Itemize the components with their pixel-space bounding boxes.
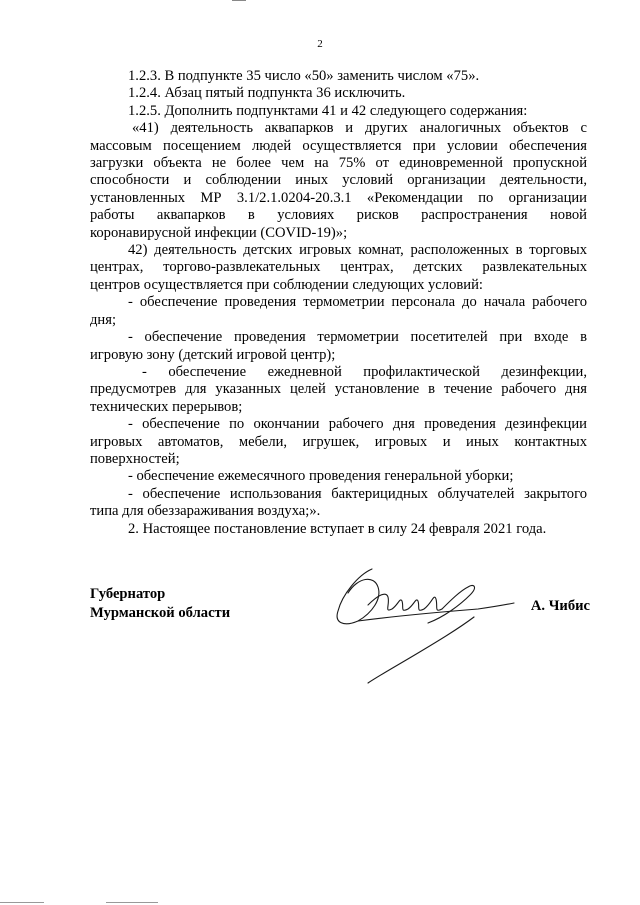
text-line: игровых автоматов, мебели, игрушек, игровых и иных контактных [90, 433, 587, 450]
text-line: загрузки объекта не более чем на 75% от единовременной пропускной [90, 155, 587, 172]
text-line: центров осуществляется при соблюдении следующих условий: [90, 276, 483, 293]
text-line: - обеспечение по окончании рабочего дня проведения дезинфекции [128, 416, 587, 433]
signatory-title [90, 585, 230, 623]
handwritten-signature [328, 565, 518, 695]
text-line: - обеспечение ежедневной профилактической дезинфекции, [142, 363, 587, 380]
text-line: - обеспечение проведения термометрии персонала до начала рабочего [128, 294, 587, 311]
text-line: технических перерывов; [90, 398, 243, 415]
text-line: типа для обеззараживания воздуха;». [90, 503, 321, 520]
text-line: дня; [90, 311, 117, 328]
text-line: 1.2.5. Дополнить подпунктами 41 и 42 следующего содержания: [128, 102, 528, 119]
text-line: 1.2.3. В подпункте 35 число «50» заменить числом «75». [128, 68, 480, 84]
text-line: 1.2.4. Абзац пятый подпункта 36 исключить. [128, 85, 406, 102]
signatory-title-line: Мурманской области [90, 605, 231, 621]
text-line: установленных МР 3.1/2.1.0204-20.3.1 «Рекомендации по организации [90, 189, 587, 206]
text-line: - обеспечение проведения термометрии посетителей при входе в [128, 329, 587, 346]
signatory-name: А. Чибис [530, 598, 590, 614]
text-line: 2. Настоящее постановление вступает в силу 24 февраля 2021 года. [128, 520, 547, 537]
page-number: 2 [317, 38, 323, 50]
text-line: «41) деятельность аквапарков и других аналогичных объектов с [132, 120, 587, 137]
scan-mark-bottom [106, 902, 158, 903]
text-line: центрах, торгово-развлекательных центрах, детских развлекательных [90, 259, 587, 276]
text-line: 42) деятельность детских игровых комнат, расположенных в торговых [128, 242, 587, 259]
text-line: предусмотрев для указанных целей установление в течение рабочего дня [90, 381, 587, 398]
document-body [90, 68, 587, 538]
text-line: поверхностей; [90, 450, 180, 467]
text-line: - обеспечение использования бактерицидных облучателей закрытого [128, 485, 587, 502]
text-line: массовым посещением людей осуществляется при условии обеспечения [90, 137, 587, 154]
text-line: - обеспечение ежемесячного проведения генеральной уборки; [128, 468, 514, 485]
scan-mark-bottom [0, 902, 44, 903]
text-line: способности и соблюдении иных условий организации деятельности, [90, 172, 587, 189]
text-line: игровую зону (детский игровой центр); [90, 346, 336, 363]
text-line: работы аквапарков в условиях рисков распространения новой [90, 207, 587, 224]
signatory-title-line: Губернатор [90, 586, 166, 602]
scan-mark-top [232, 0, 246, 1]
text-line: коронавирусной инфекции (COVID-19)»; [90, 224, 348, 241]
